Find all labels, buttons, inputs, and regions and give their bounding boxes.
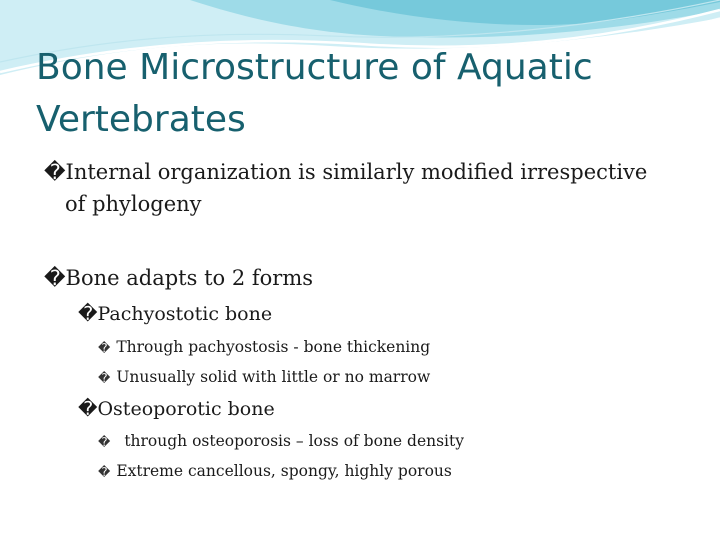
form-label: Pachyostotic bone — [97, 303, 273, 325]
slide-title: Bone Microstructure of Aquatic Vertebrates — [36, 47, 593, 140]
detail-text: through osteoporosis – loss of bone density — [124, 432, 464, 450]
bullet-icon: � — [98, 435, 111, 449]
bullet-text: Bone adapts to 2 forms — [65, 266, 314, 290]
detail-item — [98, 336, 698, 359]
detail-item — [98, 366, 698, 389]
bullet-icon: � — [98, 341, 111, 355]
bullet-icon: � — [78, 303, 98, 325]
detail-item — [98, 460, 698, 483]
bullet-icon: � — [98, 465, 111, 479]
bullet-internal-organization — [44, 156, 694, 220]
bullet-icon: � — [78, 398, 98, 420]
bullet-icon: � — [44, 266, 66, 290]
bullet-bone-adapts — [44, 262, 694, 294]
detail-text: Extreme cancellous, spongy, highly porous — [116, 462, 452, 480]
bullet-text-line1: Internal organization is similarly modified irrespective — [65, 160, 648, 184]
bullet-icon: � — [44, 160, 66, 184]
detail-item — [98, 430, 698, 453]
detail-text: Unusually solid with little or no marrow — [116, 368, 431, 386]
bullet-text-line2: of phylogeny — [65, 192, 202, 216]
form-osteoporotic — [78, 395, 698, 423]
form-pachyostotic — [78, 300, 698, 328]
bullet-icon: � — [98, 371, 111, 385]
detail-text: Through pachyostosis - bone thickening — [116, 338, 431, 356]
form-label: Osteoporotic bone — [97, 398, 275, 420]
